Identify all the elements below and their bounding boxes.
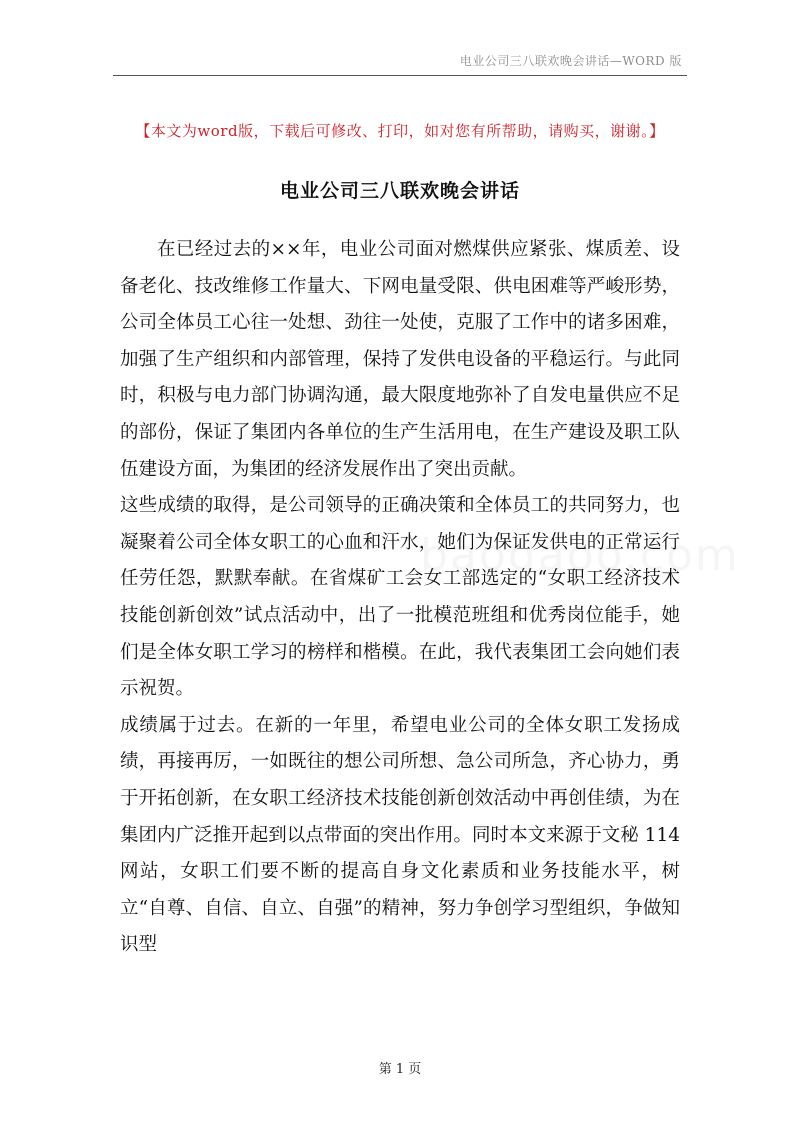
page-number: 第 1 页	[378, 1062, 422, 1077]
paragraph-1: 在已经过去的××年，电业公司面对燃煤供应紧张、煤质差、设备老化、技改维修工作量大、下网电量受限、供电困难等严峻形势，公司全体员工心往一处想、劲往一处使，克服了工作中的诸多困难，加强了生产组织和内部管理，保持了发供电设备的平稳运行。与此同时，积极与电力部门协调沟通，最大限度地弥补了自发电量供应不足的部份，保证了集团内各单位的生产生活用电，在生产建设及职工队伍建设方面，为集团的经济发展作出了突出贡献。	[120, 239, 680, 480]
paragraph-2: 这些成绩的取得，是公司领导的正确决策和全体员工的共同努力，也凝聚着公司全体女职工的心血和汗水，她们为保证发供电的正常运行任劳任怨，默默奉献。在省煤矿工会女工部选定的“女职工经济技术技能创新创效”试点活动中，出了一批模范班组和优秀岗位能手，她们是全体女职工学习的榜样和楷模。在此，我代表集团工会向她们表示祝贺。	[120, 495, 680, 700]
page-header-title: 电业公司三八联欢晚会讲话—WORD 版	[459, 54, 682, 68]
document-title: 电业公司三八联欢晚会讲话	[279, 180, 520, 202]
document-body	[120, 232, 680, 964]
header-divider	[113, 75, 687, 76]
purchase-notice: 【本文为word版，下载后可修改、打印，如对您有所帮助，请购买，谢谢。】	[135, 122, 665, 140]
paragraph-3: 成绩属于过去。在新的一年里，希望电业公司的全体女职工发扬成绩，再接再厉，一如既往的想公司所想、急公司所急，齐心协力，勇于开拓创新，在女职工经济技术技能创新创效活动中再创佳绩，为在集团内广泛推开起到以点带面的突出作用。同时本文来源于文秘 114 网站，女职工们要不断的提高自身文化素质和业务技能水平，树立“自尊、自信、自立、自强”的精神，努力争创学习型组织，争做知识型	[120, 714, 680, 956]
